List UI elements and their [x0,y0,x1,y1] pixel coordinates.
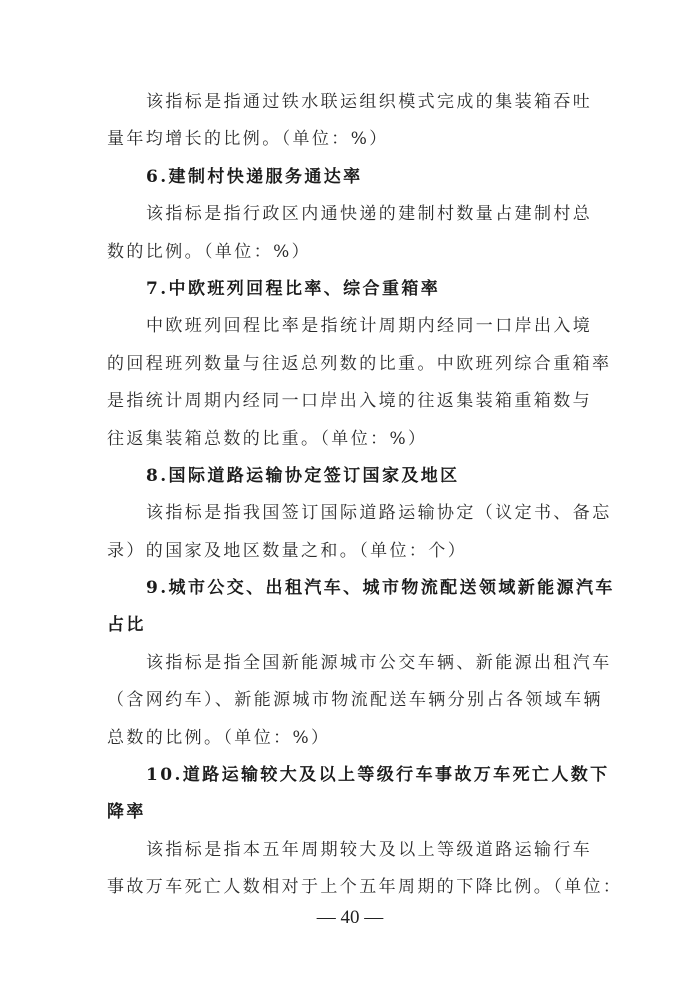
section-heading-9: 9.城市公交、出租汽车、城市物流配送领域新能源汽车 [146,578,615,599]
section-heading-7: 7.中欧班列回程比率、综合重箱率 [146,278,441,299]
paragraph-line: 录）的国家及地区数量之和。（单位：个） [107,540,468,561]
paragraph-line: 该指标是指行政区内通快递的建制村数量占建制村总 [146,204,593,225]
paragraph-line: 该指标是指通过铁水联运组织模式完成的集装箱吞吐 [146,92,593,112]
paragraph-line: 量年均增长的比例。（单位：%） [107,129,389,150]
section-heading-6: 6.建制村快递服务通达率 [146,166,363,187]
section-heading-10-cont: 降率 [107,802,146,823]
paragraph-line: 该指标是指本五年周期较大及以上等级道路运输行车 [146,839,593,860]
paragraph-line: 的回程班列数量与往返总列数的比重。中欧班列综合重箱率 [107,353,612,374]
paragraph-line: 数的比例。（单位：%） [107,241,312,262]
paragraph-line: 中欧班列回程比率是指统计周期内经同一口岸出入境 [146,316,593,337]
paragraph-line: 该指标是指我国签订国际道路运输协定（议定书、备忘 [146,503,612,524]
document-body [107,84,623,907]
section-heading-8: 8.国际道路运输协定签订国家及地区 [146,465,460,486]
paragraph-line: 事故万车死亡人数相对于上个五年周期的下降比例。（单位： [107,877,623,898]
paragraph-line: 是指统计周期内经同一口岸出入境的往返集装箱重箱数与 [107,391,592,412]
paragraph-line: 该指标是指全国新能源城市公交车辆、新能源出租汽车 [146,652,612,673]
section-heading-9-cont: 占比 [107,615,146,636]
page-number: — 40 — [316,907,384,928]
paragraph-line: （含网约车）、新能源城市物流配送车辆分别占各领域车辆 [107,690,603,711]
section-heading-10: 10.道路运输较大及以上等级行车事故万车死亡人数下 [146,765,610,786]
paragraph-line: 总数的比例。（单位：%） [107,727,331,748]
paragraph-line: 往返集装箱总数的比重。（单位：%） [107,428,428,449]
